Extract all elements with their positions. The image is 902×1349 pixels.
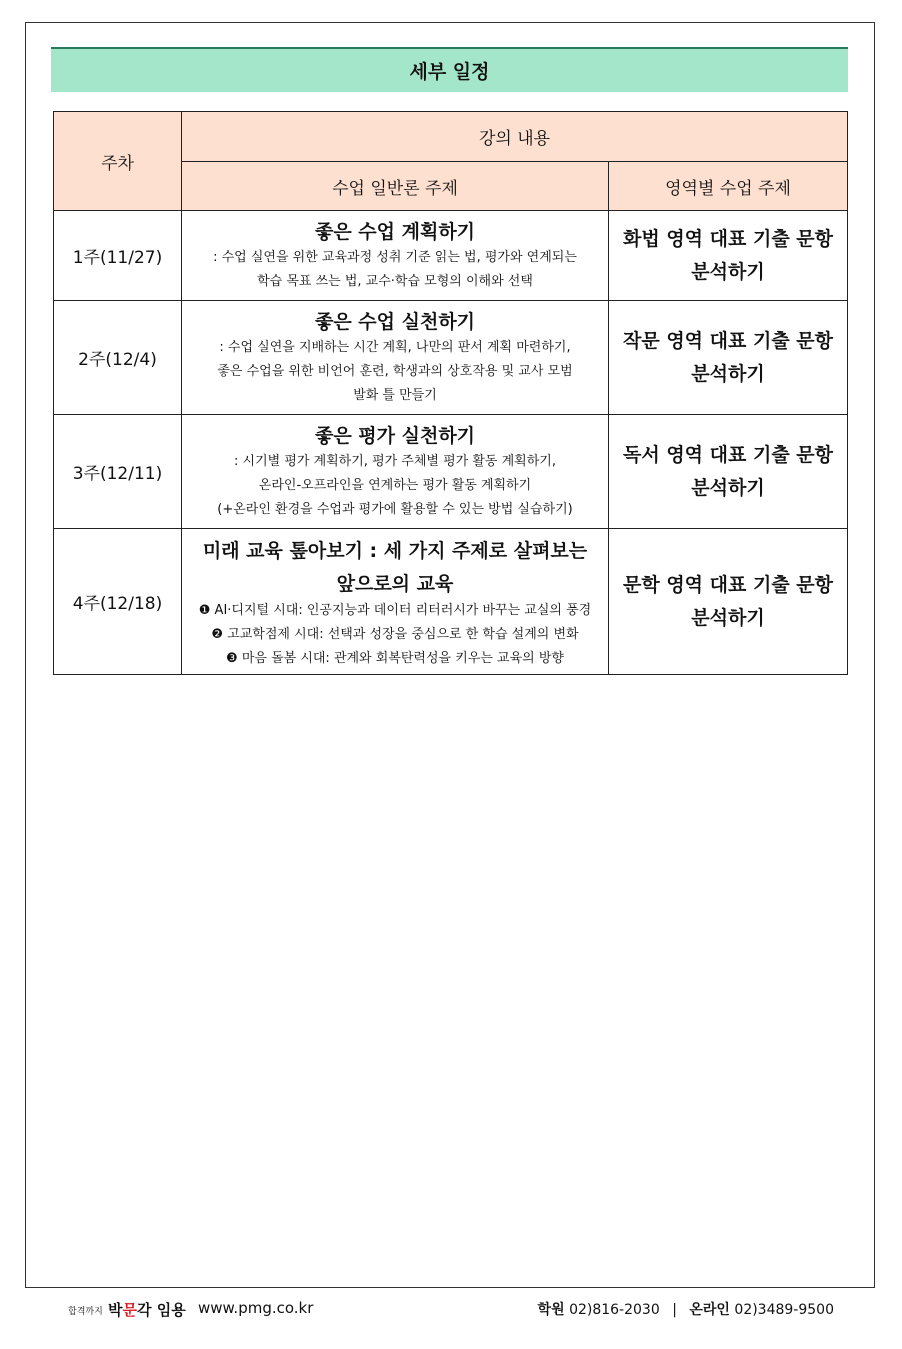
topic-desc-line: 발화 틀 만들기 (353, 387, 437, 403)
academy-phone: 02)816-2030 (569, 1302, 660, 1318)
area-topic-line: 독서 영역 대표 기출 문항 (623, 443, 833, 466)
area-topic-line: 분석하기 (691, 476, 765, 499)
topic-title: 좋은 수업 계획하기 (314, 220, 476, 243)
area-topic-line: 작문 영역 대표 기출 문항 (623, 329, 833, 352)
topic-title-line: 앞으로의 교육 (336, 572, 454, 595)
area-topic-line: 분석하기 (691, 362, 765, 385)
table-row (54, 529, 848, 675)
header-content: 강의 내용 (182, 112, 848, 162)
topic-title-line: 미래 교육 톺아보기 : 세 가지 주제로 살펴보는 (202, 539, 588, 562)
week-cell: 3주(12/11) (54, 415, 182, 529)
section-title-text: 세부 일정 (409, 61, 490, 83)
topic-desc-line: 온라인-오프라인을 연계하는 평가 활동 계획하기 (258, 477, 532, 493)
online-phone: 02)3489-9500 (734, 1302, 834, 1318)
header-general-topic: 수업 일반론 주제 (182, 162, 609, 211)
area-topic-line: 분석하기 (691, 260, 765, 283)
area-topic-cell (609, 211, 848, 301)
header-week: 주차 (54, 112, 182, 211)
footer-tagline: 합격까지 (68, 1307, 103, 1317)
brand-part: 각 임용 (137, 1301, 186, 1319)
online-label: 온라인 (689, 1302, 730, 1318)
week-cell: 4주(12/18) (54, 529, 182, 675)
table-row (54, 415, 848, 529)
general-topic-cell (182, 301, 609, 415)
general-topic-cell (182, 415, 609, 529)
topic-desc-line: 학습 목표 쓰는 법, 교수·학습 모형의 이해와 선택 (257, 273, 533, 289)
table-row (54, 211, 848, 301)
topic-bullet-line: ❶ AI·디지털 시대: 인공지능과 데이터 리터러시가 바꾸는 교실의 풍경 (198, 602, 592, 618)
general-topic-cell (182, 211, 609, 301)
week-cell: 1주(11/27) (54, 211, 182, 301)
topic-desc-line: 좋은 수업을 위한 비언어 훈련, 학생과의 상호작용 및 교사 모범 (217, 363, 573, 379)
header-area-topic: 영역별 수업 주제 (609, 162, 848, 211)
area-topic-line: 문학 영역 대표 기출 문항 (623, 573, 833, 596)
topic-desc-line: : 수업 실연을 위한 교육과정 성취 기준 읽는 법, 평가와 연계되는 (213, 249, 577, 265)
general-topic-cell (182, 529, 609, 675)
schedule-table (53, 111, 848, 675)
area-topic-line: 화법 영역 대표 기출 문항 (623, 227, 833, 250)
page-footer (0, 1296, 902, 1326)
topic-desc-line: : 수업 실연을 지배하는 시간 계획, 나만의 판서 계획 마련하기, (219, 339, 571, 355)
area-topic-cell (609, 301, 848, 415)
topic-bullet-line: ❸ 마음 돌봄 시대: 관계와 회복탄력성을 키우는 교육의 방향 (226, 650, 564, 666)
academy-label: 학원 (537, 1302, 565, 1318)
topic-title: 좋은 수업 실천하기 (314, 310, 476, 333)
footer-url[interactable]: www.pmg.co.kr (198, 1299, 314, 1317)
area-topic-line: 분석하기 (691, 606, 765, 629)
topic-desc-line: : 시기별 평가 계획하기, 평가 주체별 평가 활동 계획하기, (234, 453, 556, 469)
topic-title: 좋은 평가 실천하기 (314, 424, 476, 447)
footer-separator: | (672, 1302, 677, 1318)
brand-part: 문 (122, 1301, 137, 1319)
topic-desc-line: (+온라인 환경을 수업과 평가에 활용할 수 있는 방법 실습하기) (217, 501, 573, 517)
brand-part: 박 (108, 1301, 123, 1319)
section-title (51, 47, 848, 92)
footer-contact (538, 1299, 834, 1319)
week-cell: 2주(12/4) (54, 301, 182, 415)
topic-bullet-line: ❷ 고교학점제 시대: 선택과 성장을 중심으로 한 학습 설계의 변화 (211, 626, 579, 642)
area-topic-cell (609, 529, 848, 675)
brand-logo (108, 1299, 186, 1320)
area-topic-cell (609, 415, 848, 529)
table-row (54, 301, 848, 415)
